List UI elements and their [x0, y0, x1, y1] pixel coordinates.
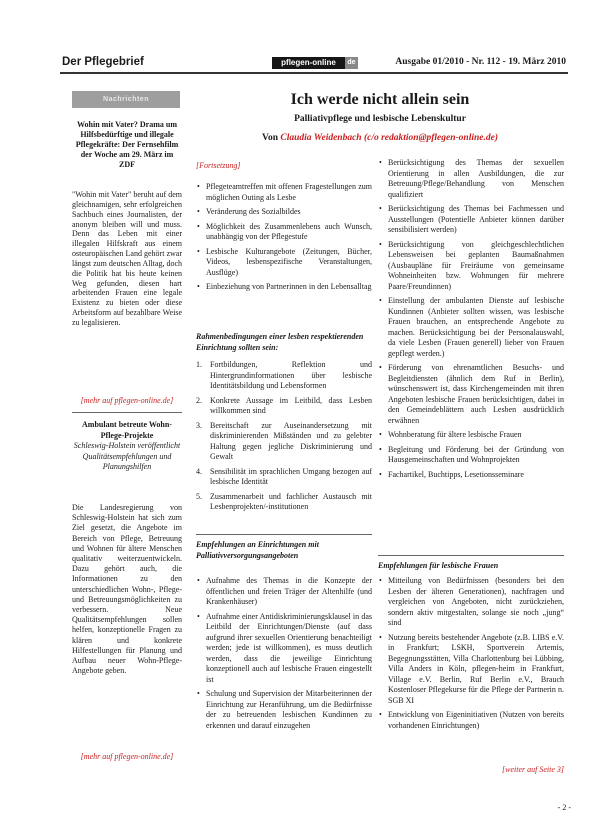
section-b-heading: Rahmenbedingungen einer lesben respektierenden Einrichtung sollten sein: — [196, 332, 364, 352]
story2-more-link[interactable]: [mehr auf pflegen-online.de] — [80, 752, 174, 761]
continued-link[interactable]: [weiter auf Seite 3] — [502, 765, 564, 774]
story2-headline: Ambulant betreute Wohn-Pflege-Projekte — [82, 420, 172, 440]
story1-body: "Wohin mit Vater" beruht auf dem gleichnamigen, sehr erfolgreichen Sachbuch eines Journalisten, der anonym bleiben will und muss. Denn das Leben mit einer illegalen Hilfskraft aus einem osteuropäischen Land gehört zwar längst zum deutschen Alltag, doch die Politik hat bis heute keinen Weg gefunden, diesen hart arbeitenden Frauen eine legale Existenz zu bieten oder diese Arbeitsform auf bezahlbare Weise zu legalisieren. — [72, 190, 182, 327]
page-number: - 2 - — [557, 803, 571, 812]
list-item: • Pflegeteamtreffen mit offenen Fragestellungen zum möglichen Outing als Lesbe — [196, 182, 372, 203]
list-item: • Nutzung bereits bestehender Angebote (z.B. LIBS e.V. in Frankfurt; LSKH, Sportverein Artemis, Begegnungsstätten, Villa Charlottenburg bei Lübbing, Villa Anders in Köln, pflegen-heim in Frankfurt, Village e.V. Berlin, Ruf Berlin e.V., Brauch Kostenloser Pflegekurse für die Pflege der Partnerin n. SGB XI — [378, 633, 564, 707]
list-item: • Einstellung der ambulanten Dienste auf lesbische Kundinnen (Anbieter sollten wissen, was lesbische Frauen brauchen, an entsprechende Angebote zu machen. Berücksichtigung bei der Personalauswahl, da viele Lesben (Frauen generell) lieber von Frauen gepflegt werden.) — [378, 296, 564, 359]
header-rule — [60, 72, 568, 74]
bullets-e — [378, 576, 564, 735]
sidebar-divider — [72, 412, 182, 413]
list-item: • Aufnahme einer Antidiskriminierungsklausel in das Leitbild der Einrichtungen/Dienste (auf dass aufgrund ihrer sexuellen Orientierung benachteiligt werden; jede ist willkommen), es muss deutlich werden, dass die jeweilige Einrichtung konzeptionell auch auf lesbische Frauen eingestellt ist — [196, 612, 372, 686]
list-item: • Lesbische Kulturangebote (Zeitungen, Bücher, Videos, lesbenspezifische Veranstaltungen, Ausflüge) — [196, 247, 372, 279]
byline-contact[interactable]: (c/o redaktion@pflegen-online.de) — [363, 133, 498, 143]
list-item: • Einbeziehung von Partnerinnen in den Lebensalltag — [196, 282, 372, 293]
logo-badge: de — [345, 57, 358, 69]
list-item: • Aufnahme des Themas in die Konzepte der öffentlichen und freien Träger der Altenhilfe (und Krankenhäuser) — [196, 576, 372, 608]
story2-intro: Schleswig-Holstein veröffentlicht Qualitätsempfehlungen und Planungshilfen — [73, 441, 181, 471]
news-section-label: Nachrichten — [72, 91, 180, 108]
section-e-heading: Empfehlungen für lesbische Frauen — [378, 561, 499, 570]
middle-divider — [196, 534, 372, 535]
bullets-c — [196, 576, 372, 735]
list-item: • Förderung von ehrenamtlichen Besuchs- und Begleitdiensten (ähnlich dem Ruf in Berlin), wünschenswert ist, dass Kirchengemeinden mit ihren Angeboten lesbische Frauen berücksichtigen, dabei in den Gemeindeblättern auch Lesben ausdrücklich erwähnen — [378, 363, 564, 426]
byline-author: Claudia Weidenbach — [280, 133, 362, 143]
logo-text: pflegen-online — [272, 57, 345, 69]
list-item: Bereitschaft zur Auseinandersetzung mit diskriminierenden Mißständen und zu gelebter Haltung gegen jegliche Diskriminierung und Gewalt — [210, 420, 372, 461]
article-title: Ich werde nicht allein sein — [290, 91, 470, 108]
story1-more-link[interactable]: [mehr auf pflegen-online.de] — [80, 396, 174, 405]
story2-body: Die Landesregierung von Schleswig-Holstein hat sich zum Ziel gesetzt, die Angebote im Bereich von Pflege, Betreuung und Wohnen für ältere Menschen qualitativ weiterzuentwickeln. Dazu gehört auch, die Informationen zu den unterschiedlichen Wohn-, Pflege- und Betreuungsmöglichkeiten zu verbessern. Neue Qualitätsempfehlungen sollen helfen, konzeptionelle Fragen zu klären und konkrete Hilfestellungen für Planung und Aufbau neuer Wohn-Pflege-Angebote geben. — [72, 503, 182, 676]
list-item: • Berücksichtigung von gleichgeschlechtlichen Lebensweisen bei geplanten Baumaßnahmen (Ausbaupläne für Freiräume von gemeinsame Wohneinheiten bzw. Wohnungen für mehrere Paare/Freundinnen) — [378, 240, 564, 293]
list-item: • Fachartikel, Buchtipps, Lesetionsseminare — [378, 470, 564, 481]
list-item: Sensibilität im sprachlichen Umgang bezogen auf lesbische Identität — [210, 466, 372, 486]
list-item: Zusammenarbeit und fachlicher Austausch mit Lesbenprojekten/-institutionen — [210, 491, 372, 511]
list-item: • Berücksichtigung des Themas der sexuellen Orientierung in allen Ausbildungen, die zur Betreuung/Pflege/Behandlung von Menschen qualifiziert — [378, 158, 564, 200]
list-item: • Schulung und Supervision der Mitarbeiterinnen der Einrichtung zur Heranführung, um die Bedürfnisse der zu betreuenden lesbischen Kundinnen zu erkennen und darauf einzugehen — [196, 689, 372, 731]
list-item: • Wohnberatung für ältere lesbische Frauen — [378, 430, 564, 441]
list-item: • Mitteilung von Bedürfnissen (besonders bei den Lesben der älteren Generationen), nachfragen und vergleichen von Angeboten, nicht zurückziehen, sondern aktiv mitgestalten, solange sie noch „jung“ sind — [378, 576, 564, 629]
list-item: Fortbildungen, Reflektion und Hintergrundinformationen über lesbische Identitätsbildung und Lebensformen — [210, 360, 372, 390]
article-byline — [190, 133, 570, 143]
bullets-a — [196, 182, 372, 297]
list-item: • Entwicklung von Eigeninitiativen (Nutzen von bereits vorhandenen Einrichtungen) — [378, 710, 564, 731]
numbered-b — [196, 360, 372, 517]
list-item: • Begleitung und Förderung bei der Gründung von Hausgemeinschaften und Wohnprojekten — [378, 445, 564, 466]
section-c-heading: Empfehlungen an Einrichtungen mit Palliativversorgungsangeboten — [196, 540, 319, 560]
list-item: • Veränderung des Sozialbildes — [196, 207, 372, 218]
list-item: • Berücksichtigung des Themas bei Fachmessen und Ausstellungen (Potentielle Anbieter können darüber sensibilisiert werden) — [378, 204, 564, 236]
right-divider — [378, 555, 564, 556]
byline-prefix: Von — [261, 133, 279, 143]
publication-title: Der Pflegebrief — [62, 56, 144, 68]
continuation-marker: [Fortsetzung] — [196, 161, 241, 170]
list-item: • Möglichkeit des Zusammenlebens auch Wunsch, unabhängig von der Pflegestufe — [196, 222, 372, 243]
issue-info: Ausgabe 01/2010 - Nr. 112 - 19. März 2010 — [395, 57, 566, 67]
bullets-d — [378, 158, 564, 484]
story1-headline: Wohin mit Vater? Drama um Hilfsbedürftige und illegale Pflegekräfte: Der Fernsehfilm der Woche am 29. März im ZDF — [75, 120, 179, 169]
list-item: Konkrete Aussage im Leitbild, dass Lesben willkommen sind — [210, 395, 372, 415]
pflegen-online-logo — [272, 57, 358, 69]
article-subtitle: Palliativpflege und lesbische Lebenskultur — [294, 114, 466, 124]
